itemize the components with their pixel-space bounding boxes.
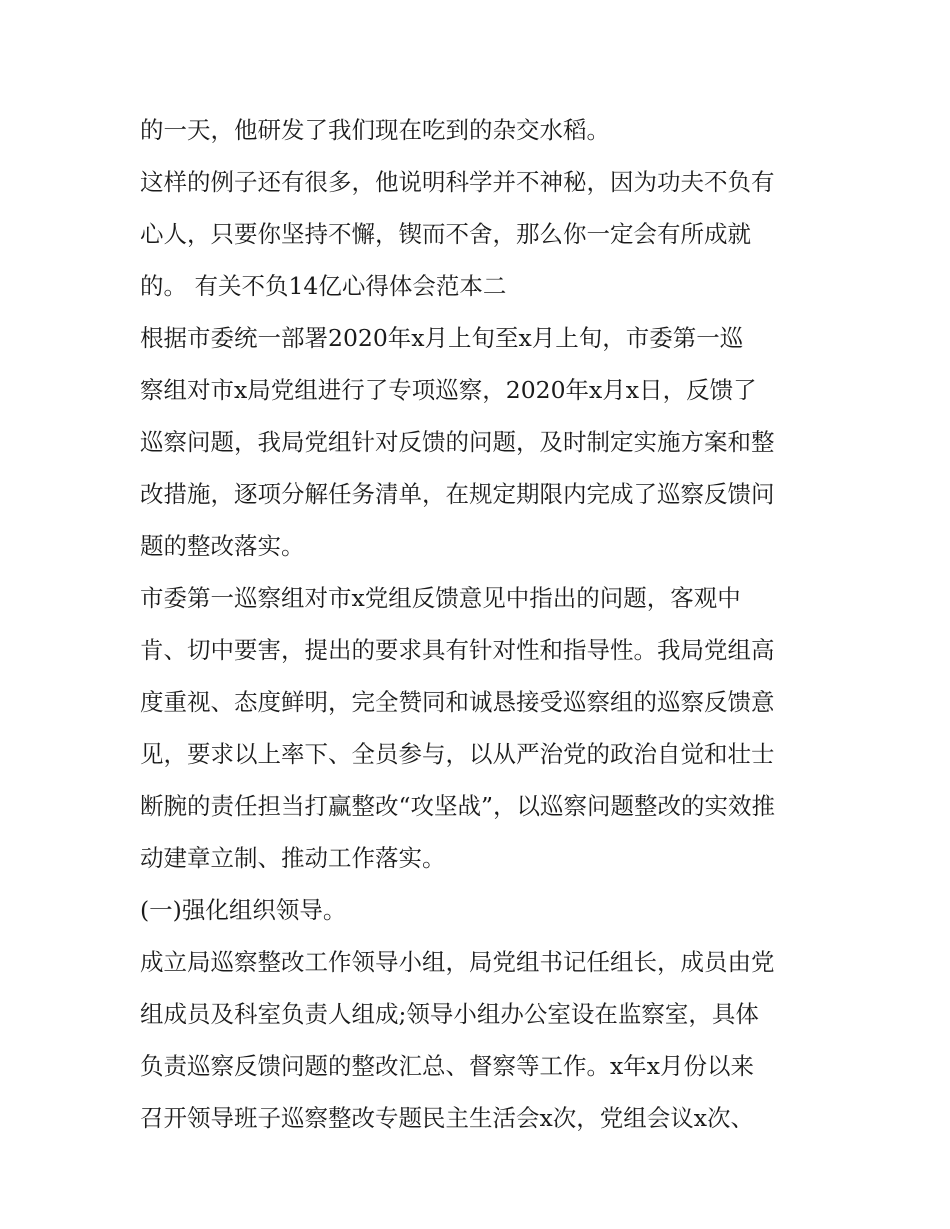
text-line: 见，要求以上率下、全员参与，以从严治党的政治自觉和壮士: [140, 740, 775, 768]
text-line: 度重视、态度鲜明，完全赞同和诚恳接受巡察组的巡察反馈意: [140, 688, 775, 716]
text-line: 改措施，逐项分解任务清单，在规定期限内完成了巡察反馈问: [140, 480, 775, 508]
document-page: [140, 104, 820, 1144]
section-heading: (一)强化组织领导。: [140, 896, 347, 924]
text-line: 题的整改落实。: [140, 532, 305, 560]
text-line: 根据市委统一部署2020年x月上旬至x月上旬，市委第一巡: [140, 324, 744, 352]
text-line: 肯、切中要害，提出的要求具有针对性和指导性。我局党组高: [140, 636, 775, 664]
text-line: 巡察问题，我局党组针对反馈的问题，及时制定实施方案和整: [140, 428, 775, 456]
text-line: 的。 有关不负14亿心得体会范本二: [140, 272, 507, 300]
text-line: 察组对市x局党组进行了专项巡察，2020年x月x日，反馈了: [140, 376, 757, 404]
text-line: 这样的例子还有很多，他说明科学并不神秘，因为功夫不负有: [140, 168, 775, 196]
text-line: 动建章立制、推动工作落实。: [140, 844, 446, 872]
text-line: 断腕的责任担当打赢整改“攻坚战”，以巡察问题整改的实效推: [140, 792, 776, 820]
text-line: 心人，只要你坚持不懈，锲而不舍，那么你一定会有所成就: [140, 220, 751, 248]
text-line: 市委第一巡察组对市x党组反馈意见中指出的问题，客观中: [140, 584, 741, 612]
text-line: 成立局巡察整改工作领导小组，局党组书记任组长，成员由党: [140, 948, 775, 976]
text-line: 召开领导班子巡察整改专题民主生活会x次，党组会议x次、: [140, 1104, 755, 1132]
text-line: 负责巡察反馈问题的整改汇总、督察等工作。x年x月份以来: [140, 1052, 755, 1080]
text-line: 组成员及科室负责人组成;领导小组办公室设在监察室，具体: [140, 1000, 759, 1028]
text-line: 的一天，他研发了我们现在吃到的杂交水稻。: [140, 116, 610, 144]
